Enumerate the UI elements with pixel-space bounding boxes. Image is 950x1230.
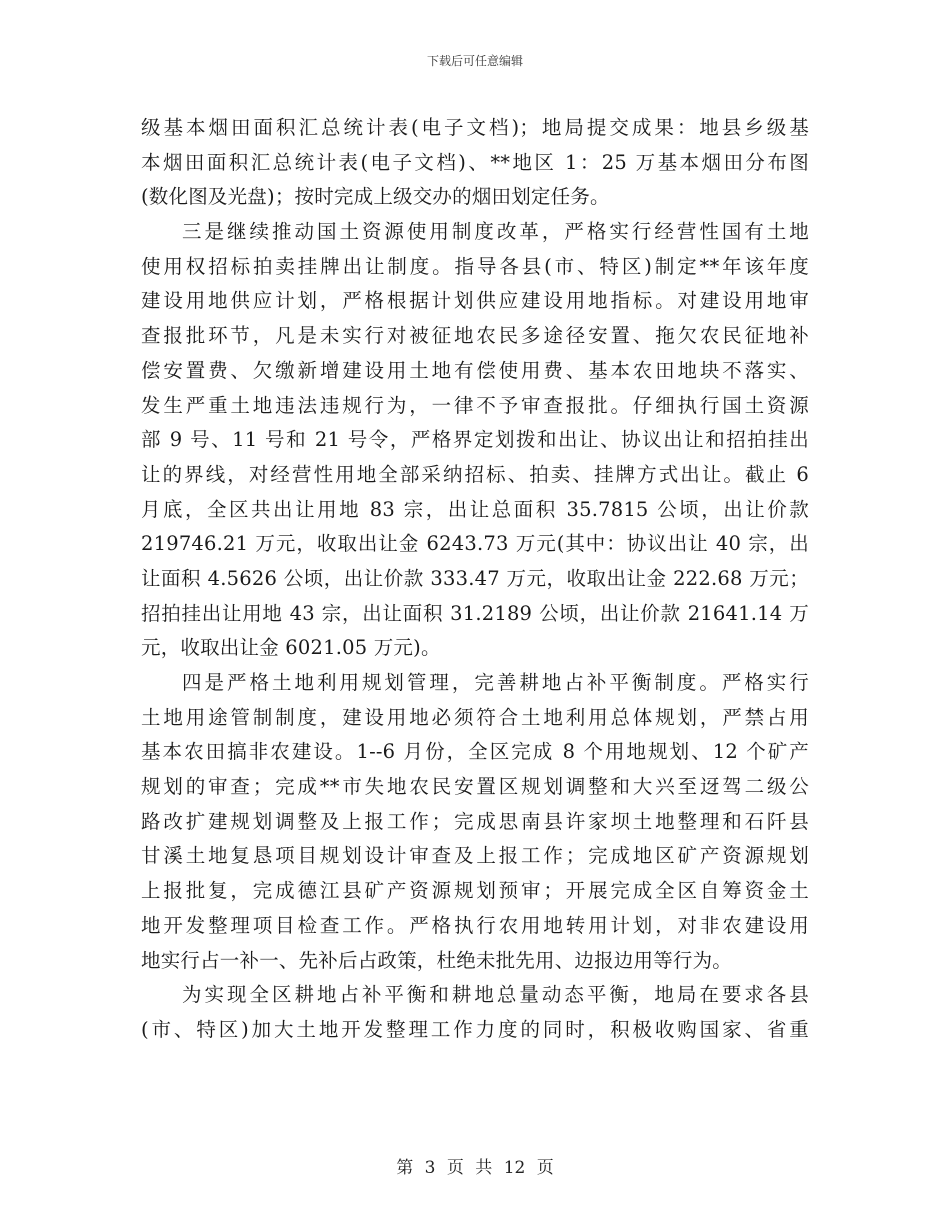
paragraph-start-line: 四是严格土地利用规划管理，完善耕地占补平衡制度。严格实行 <box>182 671 809 694</box>
text-line: 219746.21 万元，收取出让金 6243.73 万元(其中：协议出让 40 宗，出 <box>141 532 809 556</box>
text-line: 查报批环节，凡是未实行对被征地农民多途径安置、拖欠农民征地补 <box>141 324 809 348</box>
text-line: 部 9 号、11 号和 21 号令，严格界定划拨和出让、协议出让和招拍挂出 <box>141 428 809 452</box>
text-line: 地实行占一补一、先补后占政策，杜绝未批先用、边报边用等行为。 <box>141 948 733 972</box>
text-line: 建设用地供应计划，严格根据计划供应建设用地指标。对建设用地审 <box>141 289 809 313</box>
text-line: 元，收取出让金 6021.05 万元)。 <box>141 636 441 660</box>
text-line: 土地用途管制制度，建设用地必须符合土地利用总体规划，严禁占用 <box>141 705 809 729</box>
text-line: 地开发整理项目检查工作。严格执行农用地转用计划，对非农建设用 <box>141 913 809 937</box>
page-number-footer: 第 3 页 共 12 页 <box>396 1158 554 1178</box>
text-line: 甘溪土地复恳项目规划设计审查及上报工作；完成地区矿产资源规划 <box>141 844 809 868</box>
text-line: (市、特区)加大土地开发整理工作力度的同时，积极收购国家、省重 <box>141 1017 809 1041</box>
text-line: 招拍挂出让用地 43 宗，出让面积 31.2189 公顷，出让价款 21641.14 万 <box>141 601 809 625</box>
document-body <box>141 111 809 1048</box>
page-header: 下载后可任意编辑 <box>426 54 523 68</box>
text-line: 偿安置费、欠缴新增建设用土地有偿使用费、基本农田地块不落实、 <box>141 358 809 382</box>
text-line: 发生严重土地违法违规行为，一律不予审查报批。仔细执行国土资源 <box>141 393 809 417</box>
text-line: 让的界线，对经营性用地全部采纳招标、拍卖、挂牌方式出让。截止 6 <box>141 462 809 486</box>
text-line: 级基本烟田面积汇总统计表(电子文档)；地局提交成果：地县乡级基 <box>141 116 809 139</box>
paragraph-start-line: 三是继续推动国土资源使用制度改革，严格实行经营性国有土地 <box>182 220 809 244</box>
text-line: 路改扩建规划调整及上报工作；完成思南县许家坝土地整理和石阡县 <box>141 809 809 833</box>
text-line: 本烟田面积汇总统计表(电子文档)、**地区 1：25 万基本烟田分布图 <box>141 150 809 174</box>
text-line: 月底，全区共出让用地 83 宗，出让总面积 35.7815 公顷，出让价款 <box>141 497 809 521</box>
text-line: 上报批复，完成德江县矿产资源规划预审；开展完成全区自筹资金土 <box>141 879 809 903</box>
text-line: 基本农田搞非农建设。1--6 月份，全区完成 8 个用地规划、12 个矿产 <box>141 740 809 764</box>
text-line: 使用权招标拍卖挂牌出让制度。指导各县(市、特区)制定**年该年度 <box>141 254 809 278</box>
text-line: 让面积 4.5626 公顷，出让价款 333.47 万元，收取出让金 222.68 万元； <box>141 566 809 590</box>
text-line: 规划的审查；完成**市失地农民安置区规划调整和大兴至迓驾二级公 <box>141 775 809 799</box>
text-line: (数化图及光盘)；按时完成上级交办的烟田划定任务。 <box>141 185 610 209</box>
paragraph-start-line: 为实现全区耕地占补平衡和耕地总量动态平衡，地局在要求各县 <box>182 983 809 1007</box>
